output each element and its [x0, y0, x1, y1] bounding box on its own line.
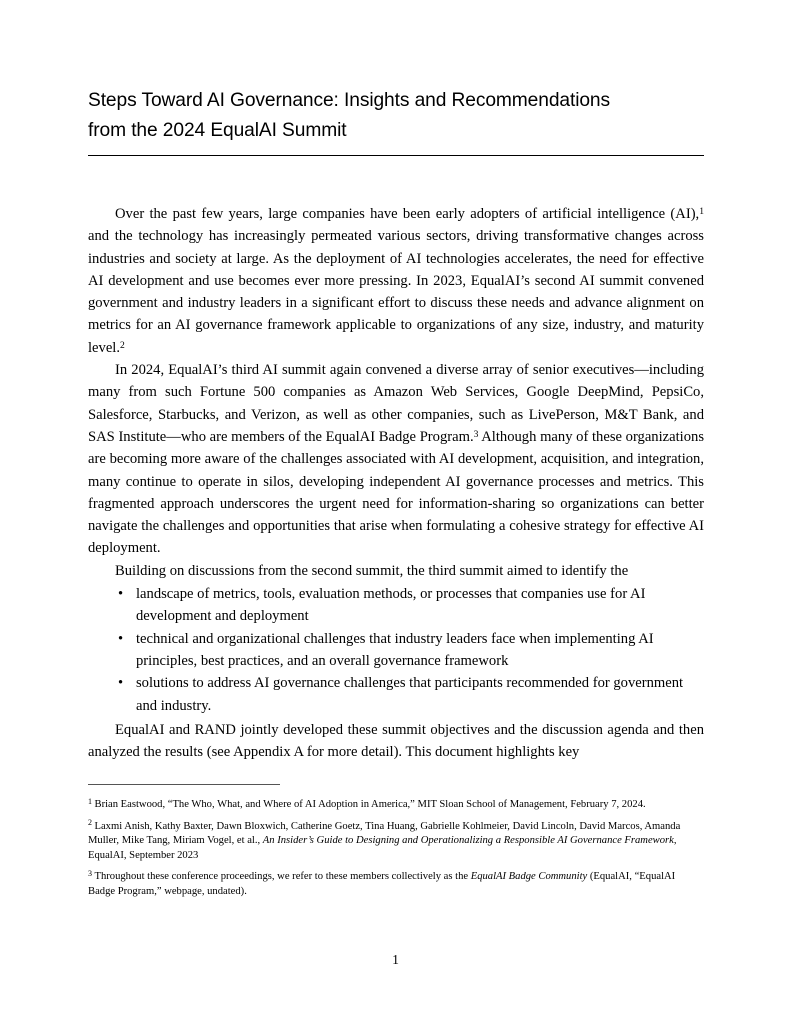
list-item: [88, 672, 704, 717]
page-title: [88, 86, 704, 150]
footnote-3: [88, 870, 704, 899]
paragraph-2-text-b: Although many of these organizations are becoming more aware of the challenges associated with AI development, acquisition, and integration, many continue to operate in silos, developing independent AI governance processes and metrics. This fragmented approach underscores the urgent need for information-sharing so organizations can better navigate the challenges and opportunities that arise when formulating a cohesive strategy for effective AI deployment.: [88, 428, 704, 557]
footnote-italic-title: An Insider’s Guide to Designing and Operationalizing a Responsible AI Governance Framework: [262, 835, 674, 847]
footnote-1: [88, 798, 704, 813]
footnote-ref-2[interactable]: 2: [120, 339, 125, 351]
footnote-2: [88, 820, 704, 864]
summit-objectives-list: [88, 583, 704, 717]
footnote-text: Laxmi Anish, Kathy Baxter, Dawn Bloxwich, Catherine Goetz, Tina Huang, Gabrielle Kohlmeier, David Lincoln, David Marcos, Amanda Muller, Mike Tang, Miriam Vogel, et al.,: [88, 820, 681, 847]
paragraph-4: EqualAI and RAND jointly developed these summit objectives and the discussion agenda and then analyzed the results (see Appendix A for more detail). This document highlights key: [88, 721, 704, 761]
footnote-ref-3[interactable]: 3: [473, 428, 479, 440]
paragraph-3: Building on discussions from the second summit, the third summit aimed to identify the: [115, 562, 629, 579]
footnotes-section: [88, 784, 704, 907]
page-title-line-1: Steps Toward AI Governance: Insights and Recommendations: [88, 90, 610, 111]
footnote-text-tail: (EqualAI, “EqualAI Badge Program,” webpage, undated).: [88, 871, 676, 897]
list-item-label: technical and organizational challenges that industry leaders face when implementing AI principles, best practices, and an overall governance framework: [136, 630, 654, 669]
paragraph-2-text-a: In 2024, EqualAI’s third AI summit again convened a diverse array of senior executives—including many from such Fortune 500 companies as Amazon Web Services, Google DeepMind, PepsiCo, Salesforce, Starbucks, and Verizon, as well as other companies, such as LivePerson, M&T Bank, and SAS Institute—who are members of the EqualAI Badge Program.: [88, 362, 704, 445]
footnote-marker: 1: [88, 796, 92, 806]
footnote-marker: 2: [88, 818, 92, 828]
page-title-line-2: from the 2024 EqualAI Summit: [88, 120, 347, 141]
list-item: [88, 628, 704, 673]
footnote-text: Throughout these conference proceedings, we refer to these members collectively as the: [94, 871, 471, 883]
footnote-marker: 3: [88, 869, 92, 879]
bullet-icon: •: [118, 586, 124, 603]
list-item-label: landscape of metrics, tools, evaluation methods, or processes that companies use for AI development and deployment: [136, 586, 646, 625]
footnote-italic-title: EqualAI Badge Community: [470, 871, 588, 883]
footnote-divider: [88, 784, 280, 785]
paragraph-2: [88, 359, 704, 560]
bullet-icon: •: [118, 675, 124, 692]
title-block: [88, 86, 704, 156]
bullet-icon: •: [118, 630, 124, 647]
paragraph-1: [88, 203, 704, 359]
paragraph-1-text-a: Over the past few years, large companies have been early adopters of artificial intelligence (AI),: [115, 206, 700, 222]
title-divider: [88, 155, 704, 156]
footnote-text-tail: , EqualAI, September 2023: [88, 835, 677, 861]
footnote-ref-1[interactable]: 1: [699, 205, 704, 217]
page-number: 1: [392, 952, 399, 967]
list-item: [88, 583, 704, 628]
list-item-label: solutions to address AI governance challenges that participants recommended for government and industry.: [136, 675, 684, 714]
paragraph-1-text-b: and the technology has increasingly permeated various sectors, driving transformative changes across industries and society at large. As the deployment of AI technologies accelerates, the need for effective AI development and use becomes ever more pressing. In 2023, EqualAI’s second AI summit convened government and industry leaders in a significant effort to discuss these needs and advance alignment on metrics for an AI governance framework applicable to organizations of any size, industry, and maturity level.: [88, 228, 704, 356]
footnote-text: Brian Eastwood, “The Who, What, and Where of AI Adoption in America,” MIT Sloan School of Management, February 7, 2024.: [94, 799, 646, 810]
body-content: [88, 203, 704, 763]
